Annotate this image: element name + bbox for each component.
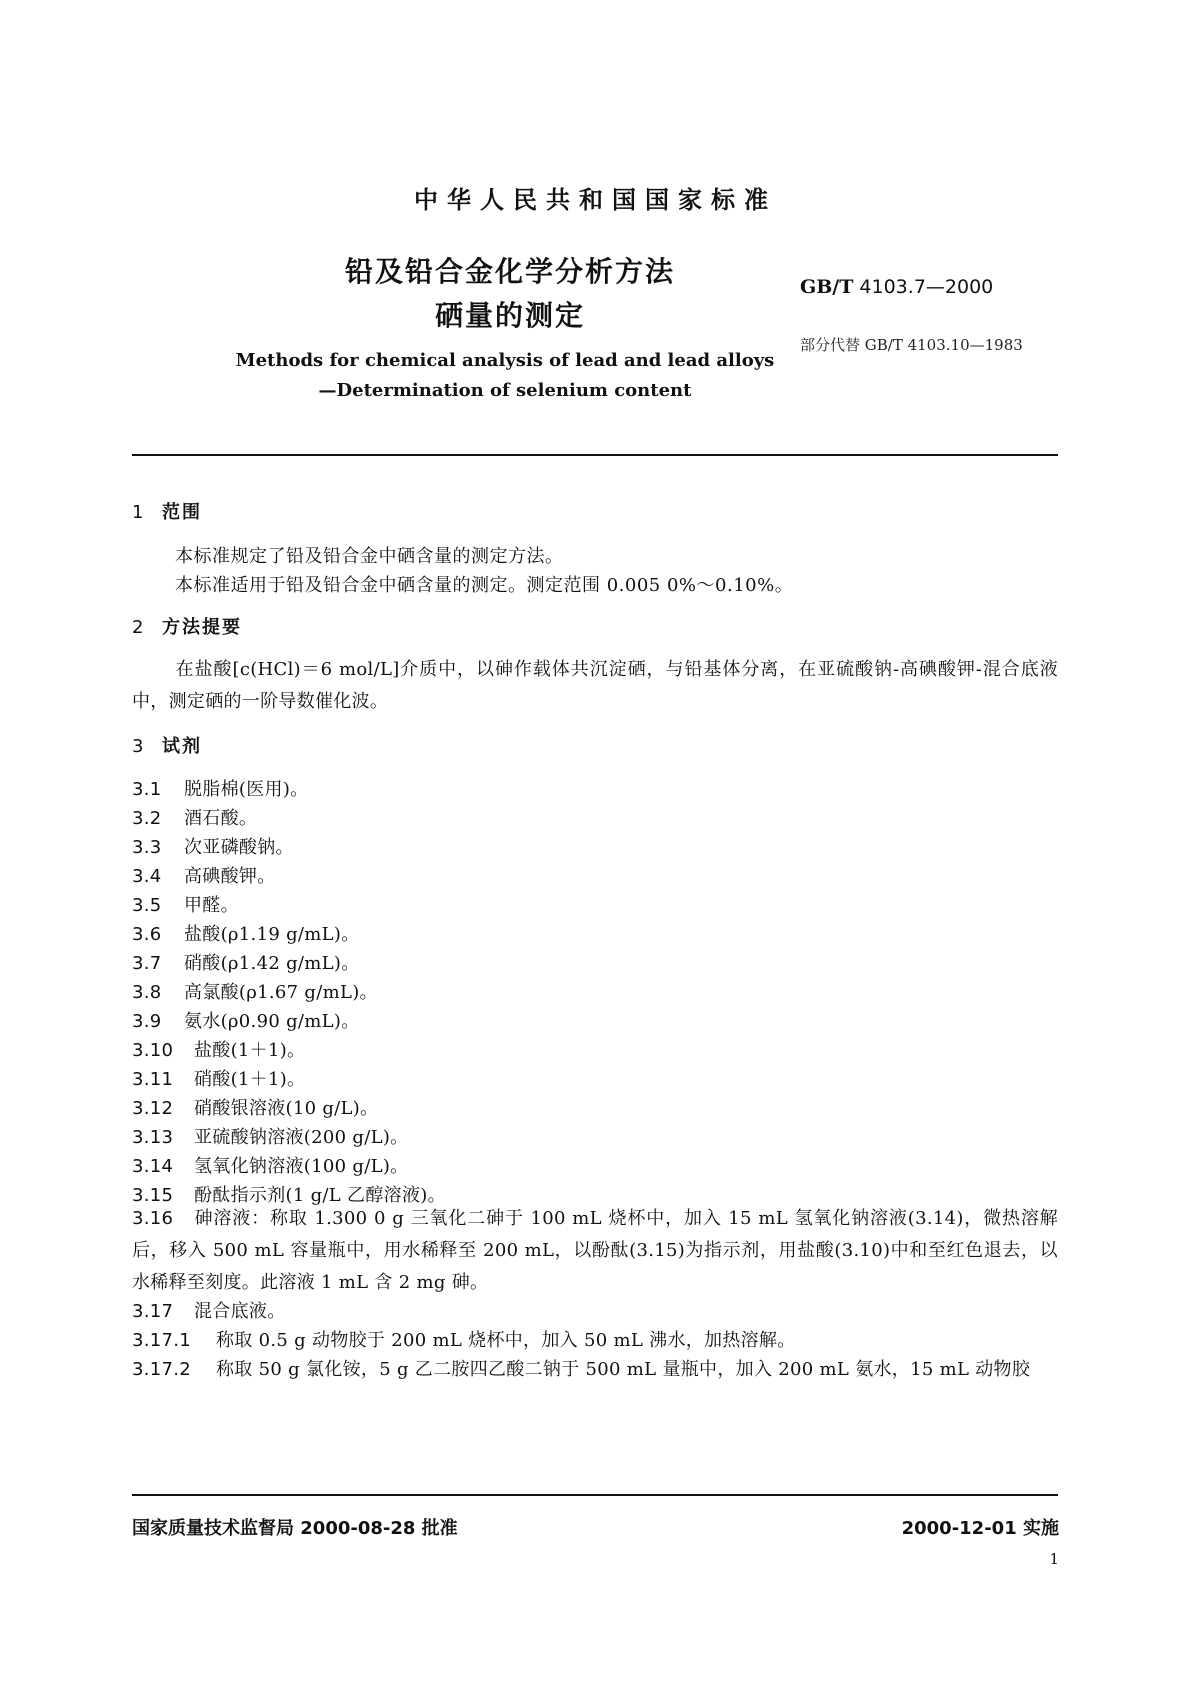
reagent-number: 3.17.2 [132,1359,192,1380]
title-en-line2: —Determination of selenium content [318,380,692,401]
header-rule [132,454,1058,456]
reagent-number: 3.3 [132,837,162,858]
reagent-number: 3.17.1 [132,1330,192,1351]
reagent-text: 高碘酸钾。 [184,866,276,887]
reagent-text: 称取 50 g 氯化铵，5 g 乙二胺四乙酸二钠于 500 mL 量瓶中，加入 200 mL 氨水，15 mL 动物胶 [216,1359,1031,1380]
reagent-item [132,1152,408,1178]
scope-paragraph-2: 本标准适用于铅及铅合金中硒含量的测定。测定范围 0.005 0%～0.10%。 [175,575,794,596]
reagent-item [132,920,360,946]
reagent-text: 甲醛。 [184,895,239,916]
reagent-text: 硝酸(ρ1.42 g/mL)。 [184,953,360,974]
reagent-number: 3.11 [132,1069,174,1090]
reagent-text: 盐酸(1＋1)。 [194,1040,306,1061]
reagent-text: 脱脂棉(医用)。 [184,779,309,800]
method-summary-paragraph [132,654,1058,718]
title-cn-line2: 硒量的测定 [434,299,585,332]
reagent-item [132,804,257,830]
reagent-item [132,1065,305,1091]
reagent-text: 酚酞指示剂(1 g/L 乙醇溶液)。 [194,1185,446,1206]
reagent-text: 硝酸银溶液(10 g/L)。 [194,1098,379,1119]
reagent-text: 酒石酸。 [184,808,258,829]
reagent-number: 3.12 [132,1098,174,1119]
reagent-item [132,1355,1030,1381]
reagent-number: 3.17 [132,1301,174,1322]
section-3-heading [132,732,202,758]
reagent-number: 3.15 [132,1185,174,1206]
footer-rule [132,1494,1058,1496]
reagent-number: 3.10 [132,1040,174,1061]
reagent-text: 盐酸(ρ1.19 g/mL)。 [184,924,360,945]
standard-code-prefix: GB/T [800,276,854,298]
section-title: 试剂 [162,736,202,757]
scope-paragraph-1: 本标准规定了铅及铅合金中硒含量的测定方法。 [175,546,564,567]
reagent-item [132,1123,408,1149]
method-summary-text: 在盐酸[c(HCl)＝6 mol/L]介质中，以砷作载体共沉淀硒，与铅基体分离，在亚硫酸钠-高碘酸钾-混合底液中，测定硒的一阶导数催化波。 [132,659,1058,712]
reagent-text: 混合底液。 [194,1301,286,1322]
reagent-number: 3.8 [132,982,162,1003]
section-number: 3 [132,736,144,757]
reagent-text: 硝酸(1＋1)。 [194,1069,306,1090]
reagent-item [132,1094,378,1120]
reagent-item [132,1297,286,1323]
reagent-text: 氢氧化钠溶液(100 g/L)。 [194,1156,409,1177]
reagent-number: 3.1 [132,779,162,800]
reagent-number: 3.2 [132,808,162,829]
reagent-number: 3.13 [132,1127,174,1148]
reagent-item [132,1007,360,1033]
implementation-date: 2000-12-01 实施 [901,1518,1059,1539]
reagent-number: 3.7 [132,953,162,974]
reagent-text: 次亚磷酸钠。 [184,837,294,858]
standard-code-number: 4103.7—2000 [859,276,994,298]
reagent-item [132,1036,305,1062]
section-number: 1 [132,502,144,523]
reagent-number: 3.9 [132,1011,162,1032]
reagent-item [132,949,360,975]
reagent-text: 亚硫酸钠溶液(200 g/L)。 [194,1127,409,1148]
reagent-item-3-16 [132,1203,1058,1299]
standard-name: 中华人民共和国国家标准 [414,186,777,214]
reagent-item [132,891,239,917]
reagent-text: 氨水(ρ0.90 g/mL)。 [184,1011,360,1032]
reagent-item [132,775,308,801]
reagent-text: 称取 0.5 g 动物胶于 200 mL 烧杯中，加入 50 mL 沸水，加热溶解。 [216,1330,796,1351]
section-2-heading [132,613,242,639]
approval-note: 国家质量技术监督局 2000-08-28 批准 [132,1518,458,1539]
reagent-text: 砷溶液：称取 1.300 0 g 三氧化二砷于 100 mL 烧杯中，加入 15 mL 氢氧化钠溶液(3.14)，微热溶解后，移入 500 mL 容量瓶中，用水稀释至 200 mL，以酚酞(3.15)为指示剂，用盐酸(3.10)中和至红色退去，以水稀释至刻度。此溶液 1 mL 含 2 mg 砷。 [132,1208,1058,1293]
reagent-item [132,833,294,859]
reagent-item [132,862,276,888]
section-number: 2 [132,617,144,638]
reagent-number: 3.14 [132,1156,174,1177]
page-number: 1 [1049,1550,1059,1568]
reagent-number: 3.6 [132,924,162,945]
title-en-line1: Methods for chemical analysis of lead and lead alloys [235,350,775,371]
reagent-number: 3.16 [132,1208,174,1229]
standard-code [800,276,993,298]
reagent-text: 高氯酸(ρ1.67 g/mL)。 [184,982,378,1003]
section-1-heading [132,498,202,524]
section-title: 方法提要 [162,617,242,638]
replaces-note: 部分代替 GB/T 4103.10—1983 [800,336,1023,354]
reagent-number: 3.5 [132,895,162,916]
reagent-item [132,978,378,1004]
reagent-number: 3.4 [132,866,162,887]
reagent-item [132,1326,796,1352]
section-title: 范围 [162,502,202,523]
title-cn-line1: 铅及铅合金化学分析方法 [344,255,675,288]
